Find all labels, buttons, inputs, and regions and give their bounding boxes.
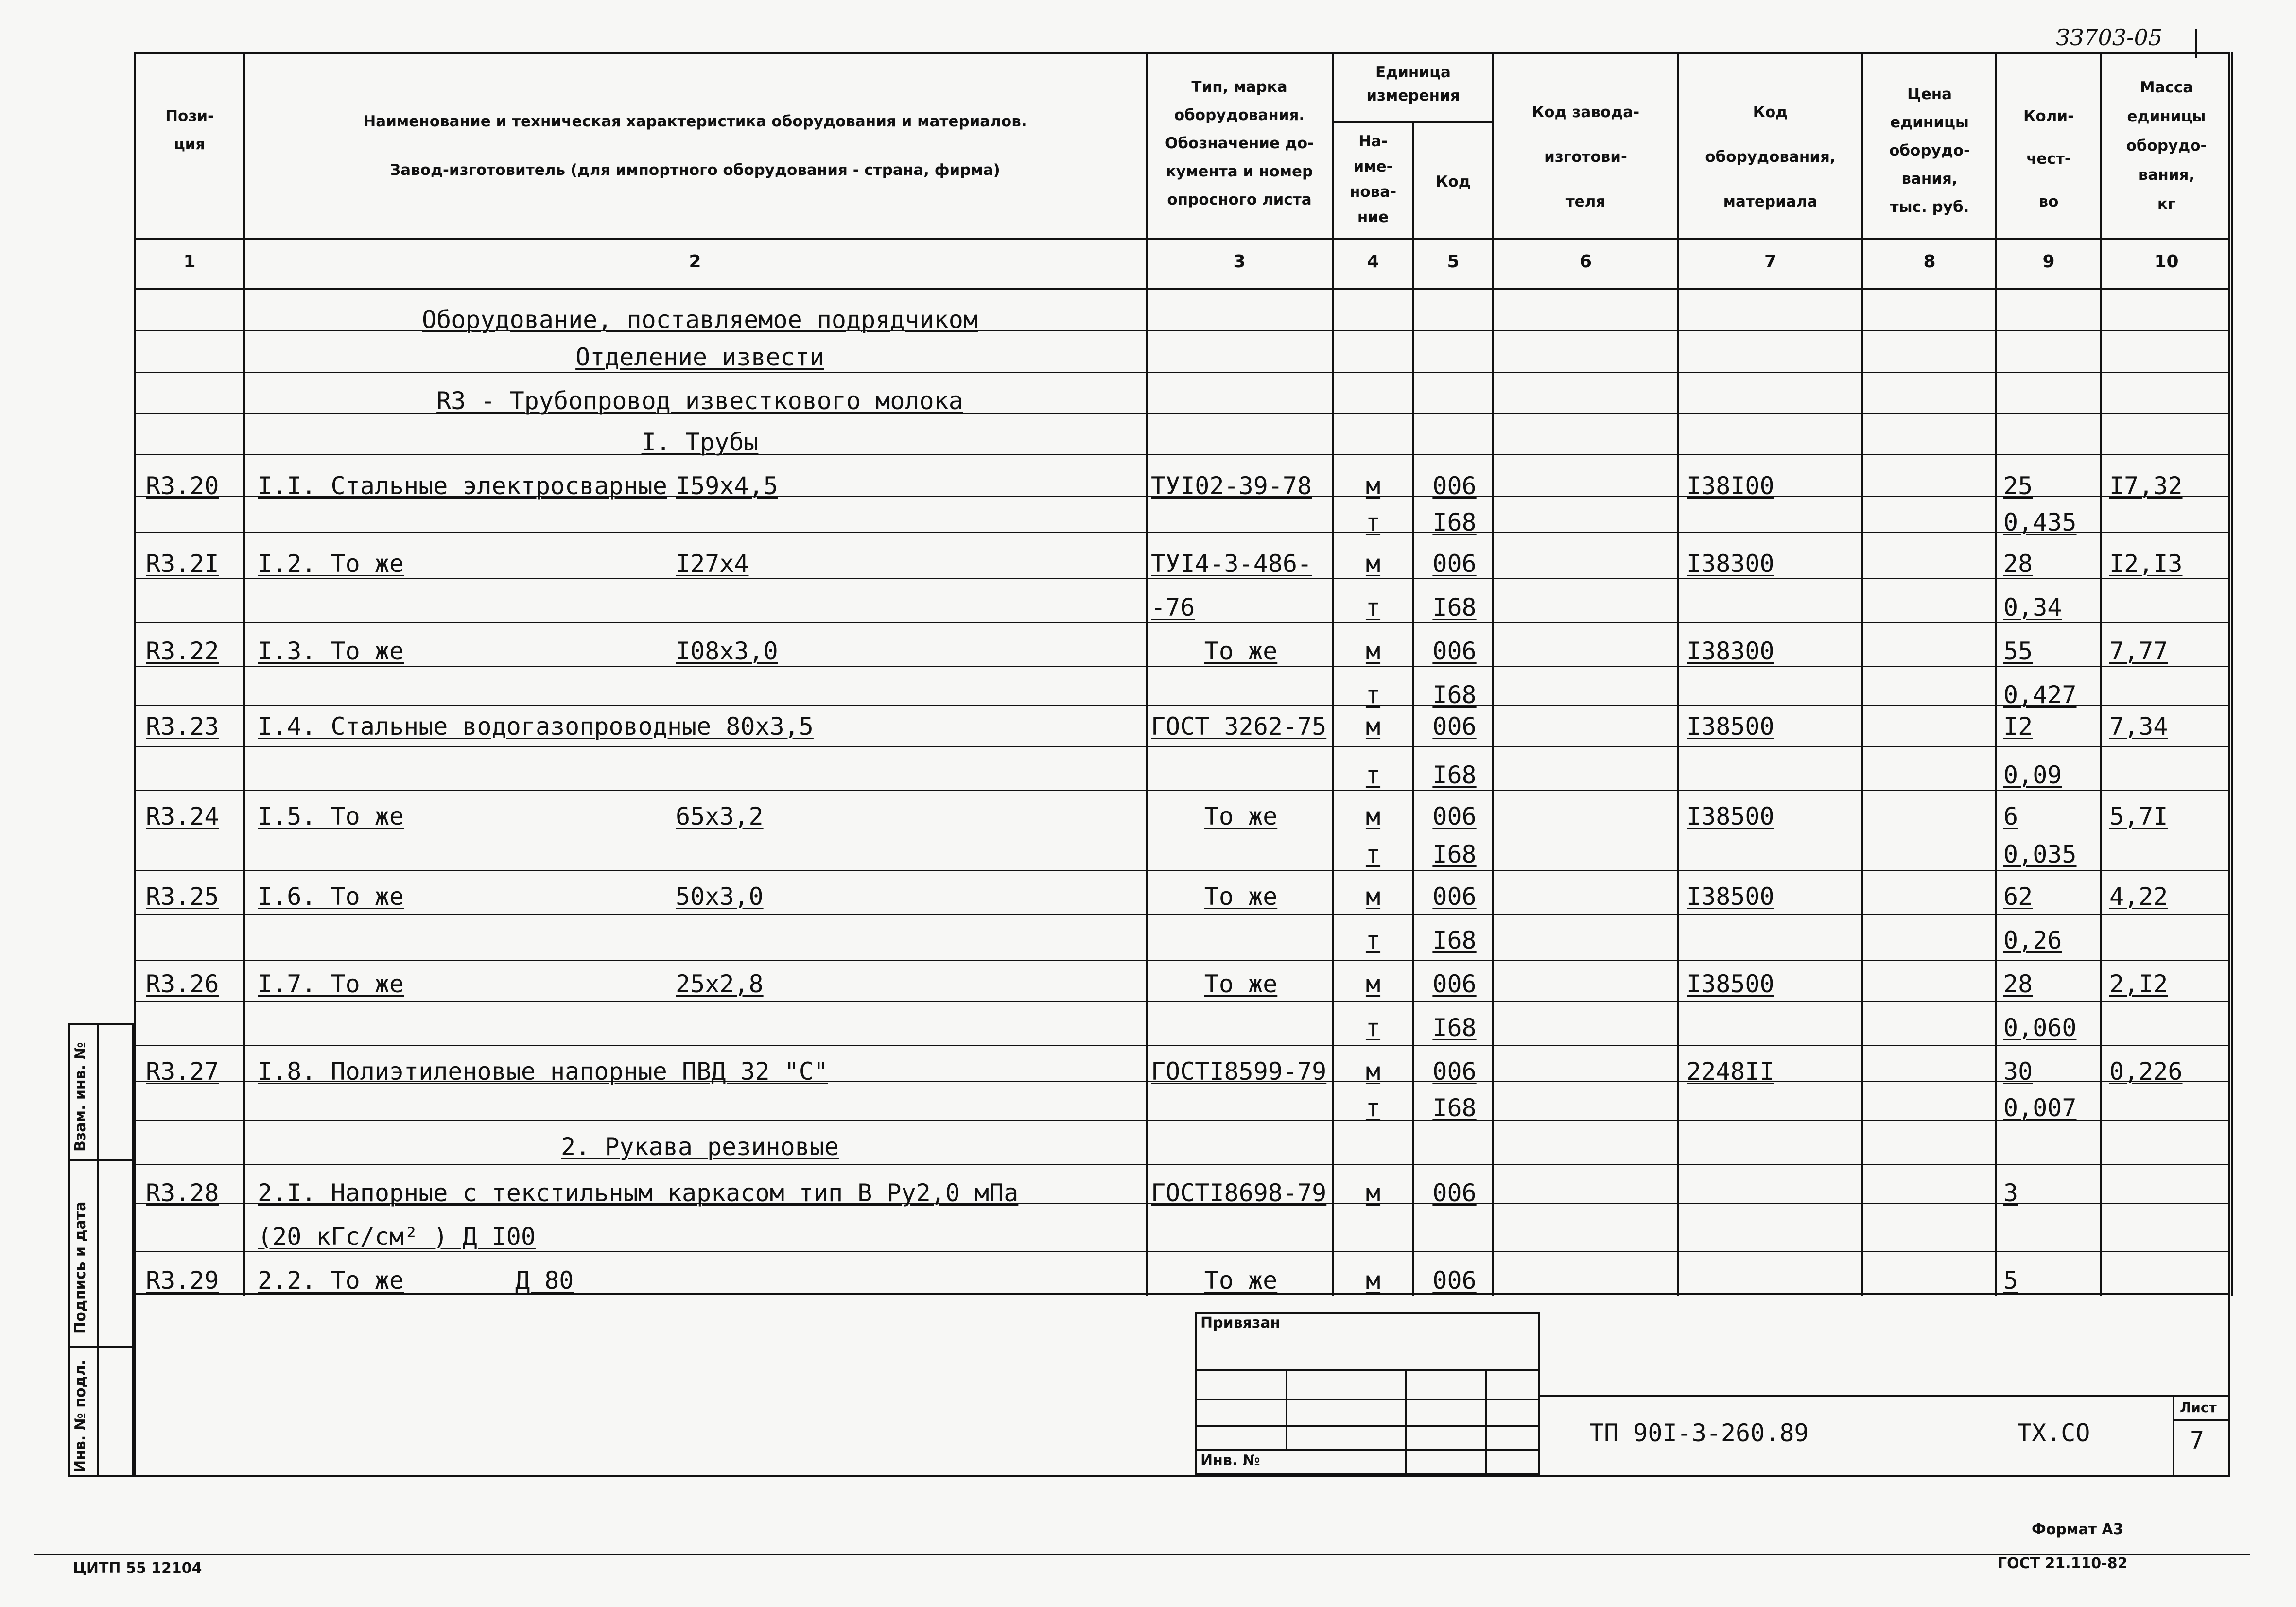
cell-mass: 7,34 <box>2109 712 2168 741</box>
h3a: Тип, марка <box>1191 78 1287 96</box>
tb-line-2 <box>1195 1399 1540 1400</box>
cell-unit: т <box>1365 593 1381 622</box>
row-separator <box>134 960 2230 961</box>
h4d: ние <box>1357 208 1389 226</box>
h7c: материала <box>1723 193 1818 210</box>
cell-qty: 6 <box>2003 802 2018 830</box>
h3b: оборудования. <box>1174 106 1305 124</box>
h8d: вания, <box>1901 170 1958 188</box>
footer-gost: ГОСТ 21.110-82 <box>1998 1555 2128 1572</box>
frame-top <box>134 52 2230 54</box>
numbers-bottom-line <box>134 288 2230 290</box>
row-separator <box>134 1120 2230 1121</box>
header-col2 <box>245 97 1145 194</box>
cell-qty: 0,34 <box>2003 593 2062 622</box>
header-col5: Код <box>1436 173 1471 190</box>
cell-spec: 50x3,0 <box>676 882 764 911</box>
h1a: Пози- <box>165 107 214 125</box>
cell-type: То же <box>1204 637 1278 665</box>
cell-code: 006 <box>1432 550 1477 578</box>
cell-eq: I38300 <box>1687 637 1774 665</box>
cell-code: 006 <box>1432 712 1477 741</box>
colnum-7: 7 <box>1764 252 1777 272</box>
cell-qty: 28 <box>2003 970 2033 998</box>
cell-code: I68 <box>1432 508 1477 536</box>
side-strip-inner <box>97 1023 99 1477</box>
cell-qty: 0,060 <box>2003 1014 2077 1042</box>
doc-code: ТП 90I-3-260.89 <box>1589 1419 1809 1447</box>
header-col10 <box>2102 73 2231 219</box>
row-separator <box>134 870 2230 871</box>
footer-rule <box>34 1554 2250 1555</box>
h10c: оборудо- <box>2126 137 2207 155</box>
sheet-box-line <box>2173 1419 2228 1421</box>
colnum-2: 2 <box>689 252 701 272</box>
cell-pos: R3.24 <box>146 802 219 830</box>
col-line-2 <box>1146 52 1148 1296</box>
row-separator <box>134 746 2230 747</box>
cell-code: 006 <box>1432 472 1477 500</box>
cell-code: 006 <box>1432 1057 1477 1086</box>
row-separator <box>134 914 2230 915</box>
cell-mass: 0,226 <box>2109 1057 2183 1086</box>
row-separator <box>134 790 2230 791</box>
col-line-3 <box>1332 52 1334 1296</box>
h2b: Завод-изготовитель (для импортного оборудования - страна, фирма) <box>390 161 1000 179</box>
colnum-9: 9 <box>2042 252 2055 272</box>
h4b: име- <box>1353 158 1393 175</box>
cell-code: I68 <box>1432 1014 1477 1042</box>
document-code-stamp: ЗЗ703-05 <box>2056 24 2163 51</box>
cell-unit: т <box>1365 926 1381 954</box>
row-separator <box>134 705 2230 706</box>
cell-pos: R3.27 <box>146 1057 219 1086</box>
h3d: кумента и номер <box>1165 163 1313 180</box>
cell-unit: т <box>1365 840 1381 868</box>
cell-name: 2.I. Напорные с текстильным каркасом тип В Ру2,0 мПа <box>258 1179 1019 1207</box>
cell-name: Оборудование, поставляемое подрядчиком <box>422 306 978 334</box>
side-sep-2 <box>68 1346 134 1348</box>
h3c: Обозначение до- <box>1165 135 1314 152</box>
h10b: единицы <box>2127 108 2206 125</box>
cell-type: То же <box>1204 1266 1278 1295</box>
header-col1 <box>136 102 243 158</box>
h7a: Код <box>1753 104 1788 121</box>
cell-spec: I59x4,5 <box>676 472 778 500</box>
col-line-5 <box>1492 52 1494 1296</box>
header-col8 <box>1864 80 1995 221</box>
header-bottom-line <box>134 238 2230 240</box>
cell-type: То же <box>1204 970 1278 998</box>
tb-vline-1 <box>1286 1369 1287 1449</box>
cell-type: -76 <box>1151 593 1195 622</box>
col-line-1 <box>243 52 245 1296</box>
cell-code: I68 <box>1432 1094 1477 1122</box>
footer-left: ЦИТП 55 12104 <box>73 1560 202 1577</box>
h9b: чест- <box>2026 150 2071 168</box>
h9c: во <box>2038 193 2059 210</box>
cell-mass: 5,7I <box>2109 802 2168 830</box>
cell-spec: 65x3,2 <box>676 802 764 830</box>
inv-label: Инв. № <box>1200 1452 1260 1469</box>
cell-mass: 2,I2 <box>2109 970 2168 998</box>
col-line-8 <box>1995 52 1997 1296</box>
cell-name: I.5. То же <box>258 802 404 830</box>
cell-qty: 62 <box>2003 882 2033 911</box>
cell-code: 006 <box>1432 637 1477 665</box>
cell-name: I.7. То же <box>258 970 404 998</box>
cell-qty: 0,435 <box>2003 508 2077 536</box>
cell-pos: R3.23 <box>146 712 219 741</box>
cell-qty: I2 <box>2003 712 2033 741</box>
tb-line-3 <box>1195 1425 1540 1427</box>
col-line-7 <box>1861 52 1863 1296</box>
cell-code: 006 <box>1432 1179 1477 1207</box>
cell-eq: 2248II <box>1687 1057 1774 1086</box>
cell-name: I.4. Стальные водогазопроводные 80x3,5 <box>258 712 814 741</box>
cell-code: I68 <box>1432 926 1477 954</box>
cell-qty: 0,26 <box>2003 926 2062 954</box>
cell-unit: м <box>1365 802 1381 830</box>
cell-pos: R3.22 <box>146 637 219 665</box>
row-separator <box>134 1251 2230 1252</box>
cell-qty: 5 <box>2003 1266 2018 1295</box>
h10d: вания, <box>2138 166 2195 184</box>
h6a: Код завода- <box>1531 104 1640 121</box>
cell-pos: R3.28 <box>146 1179 219 1207</box>
tb-vline-2 <box>1405 1369 1407 1475</box>
cell-unit: м <box>1365 1057 1381 1086</box>
h6c: теля <box>1565 193 1606 210</box>
cell-type: То же <box>1204 882 1278 911</box>
header-col3 <box>1148 73 1331 214</box>
cell-name: R3 - Трубопровод известкового молока <box>436 387 963 415</box>
header-col9 <box>1998 95 2100 223</box>
cell-spec: 25x2,8 <box>676 970 764 998</box>
header-col6 <box>1495 90 1677 224</box>
cell-unit: м <box>1365 550 1381 578</box>
row-separator <box>134 578 2230 579</box>
h1b: ция <box>174 136 206 153</box>
sheet-code: ТХ.СО <box>2017 1419 2090 1447</box>
cell-pos: R3.20 <box>146 472 219 500</box>
cell-unit: т <box>1365 508 1381 536</box>
colnum-4: 4 <box>1367 252 1379 272</box>
row-separator <box>134 372 2230 373</box>
col-line-6 <box>1677 52 1679 1296</box>
side-podpis: Подпись и дата <box>72 1201 89 1334</box>
cell-qty: 30 <box>2003 1057 2033 1086</box>
row-separator <box>134 1164 2230 1165</box>
cell-eq: I38300 <box>1687 550 1774 578</box>
cell-code: 006 <box>1432 1266 1477 1295</box>
row-separator <box>134 532 2230 533</box>
cell-name: I.3. То же <box>258 637 404 665</box>
cell-unit: м <box>1365 1266 1381 1295</box>
cell-code: I68 <box>1432 840 1477 868</box>
h8c: оборудо- <box>1889 142 1970 159</box>
cell-type: ТУI4-3-486- <box>1151 550 1312 578</box>
cell-unit: т <box>1365 1014 1381 1042</box>
cell-unit: м <box>1365 637 1381 665</box>
cell-name: 2.2. То же <box>258 1266 404 1295</box>
sheet-label: Лист <box>2180 1400 2217 1416</box>
cell-code: I68 <box>1432 593 1477 622</box>
frame-left <box>134 52 136 1476</box>
colnum-6: 6 <box>1579 252 1592 272</box>
doc-block-top <box>1540 1395 2228 1397</box>
row-separator <box>134 622 2230 623</box>
colnum-5: 5 <box>1447 252 1460 272</box>
cell-pos: R3.29 <box>146 1266 219 1295</box>
cell-type: То же <box>1204 802 1278 830</box>
cell-type: ГОСТI8599-79 <box>1151 1057 1327 1086</box>
tb-line-4 <box>1195 1449 1540 1451</box>
colnum-3: 3 <box>1233 252 1246 272</box>
footer-format: Формат А3 <box>2032 1521 2123 1538</box>
cell-name: I.2. То же <box>258 550 404 578</box>
cell-code: 006 <box>1432 802 1477 830</box>
h8b: единицы <box>1890 114 1969 131</box>
header-col4 <box>1334 129 1412 230</box>
side-vzam: Взам. инв. № <box>72 1042 89 1152</box>
cell-name: I.I. Стальные электросварные <box>258 472 667 500</box>
cell-code: 006 <box>1432 882 1477 911</box>
cell-unit: т <box>1365 1094 1381 1122</box>
h4a: На- <box>1358 133 1388 150</box>
header-unit-group <box>1334 61 1492 107</box>
cell-unit: м <box>1365 970 1381 998</box>
colnum-10: 10 <box>2154 252 2179 272</box>
cell-unit: м <box>1365 712 1381 741</box>
cell-unit: м <box>1365 472 1381 500</box>
cell-qty: 55 <box>2003 637 2033 665</box>
h9a: Коли- <box>2023 107 2074 125</box>
colnum-8: 8 <box>1923 252 1936 272</box>
cell-name: 2. Рукава резиновые <box>561 1133 839 1161</box>
h8a: Цена <box>1907 86 1952 103</box>
cell-mass: I7,32 <box>2109 472 2183 500</box>
cell-pos: R3.26 <box>146 970 219 998</box>
cell-spec: Д 80 <box>515 1266 574 1295</box>
h10e: кг <box>2157 195 2176 213</box>
cell-name: I.6. То же <box>258 882 404 911</box>
h10a: Масса <box>2139 79 2193 96</box>
h6b: изготови- <box>1544 148 1627 166</box>
h3e: опросного листа <box>1167 191 1312 208</box>
cell-unit: м <box>1365 882 1381 911</box>
privyazan-label: Привязан <box>1200 1314 1281 1331</box>
cell-spec: I08x3,0 <box>676 637 778 665</box>
cell-spec: I27x4 <box>676 550 749 578</box>
cell-type: ГОСТ 3262-75 <box>1151 712 1327 741</box>
cell-eq: I38500 <box>1687 882 1774 911</box>
frame-bottom <box>134 1475 2230 1477</box>
cell-code: I68 <box>1432 761 1477 789</box>
cell-mass: 4,22 <box>2109 882 2168 911</box>
cell-mass: I2,I3 <box>2109 550 2183 578</box>
h8e: тыс. руб. <box>1890 198 1969 216</box>
side-inv-podl: Инв. № подл. <box>72 1359 89 1472</box>
cell-qty: 0,007 <box>2003 1094 2077 1122</box>
cell-type: ТУI02-39-78 <box>1151 472 1312 500</box>
cell-unit: т <box>1365 681 1381 709</box>
tb-line-1 <box>1195 1369 1540 1371</box>
cell-eq: I38500 <box>1687 712 1774 741</box>
cell-eq: I38500 <box>1687 802 1774 830</box>
cell-unit: т <box>1365 761 1381 789</box>
tb-vline-3 <box>1485 1369 1487 1475</box>
cell-type: ГОСТI8698-79 <box>1151 1179 1327 1207</box>
colnum-1: 1 <box>183 252 196 272</box>
cell-pos: R3.2I <box>146 550 219 578</box>
hub: измерения <box>1366 87 1460 104</box>
cell-code: I68 <box>1432 681 1477 709</box>
h4c: нова- <box>1349 183 1397 201</box>
cell-name: (20 кГс/см² ) Д I00 <box>258 1223 536 1251</box>
cell-name: Отделение извести <box>575 343 824 371</box>
h2a: Наименование и техническая характеристика оборудования и материалов. <box>363 113 1027 130</box>
cell-qty: 28 <box>2003 550 2033 578</box>
cell-qty: 3 <box>2003 1179 2018 1207</box>
cell-code: 006 <box>1432 970 1477 998</box>
cell-qty: 0,09 <box>2003 761 2062 789</box>
cell-unit: м <box>1365 1179 1381 1207</box>
header-col7 <box>1679 90 1861 224</box>
sheet-number: 7 <box>2190 1426 2205 1454</box>
cell-qty: 0,427 <box>2003 681 2077 709</box>
cell-qty: 0,035 <box>2003 840 2077 868</box>
side-sep-1 <box>68 1159 134 1161</box>
h7b: оборудования, <box>1705 148 1836 166</box>
cell-mass: 7,77 <box>2109 637 2168 665</box>
hua: Единица <box>1375 64 1451 81</box>
row-separator <box>134 666 2230 667</box>
cell-name: I.8. Полиэтиленовые напорные ПВД 32 "С" <box>258 1057 828 1086</box>
cell-qty: 25 <box>2003 472 2033 500</box>
cell-pos: R3.25 <box>146 882 219 911</box>
col-line-10 <box>2231 52 2233 1296</box>
cell-eq: I38I00 <box>1687 472 1774 500</box>
row-separator <box>134 1001 2230 1002</box>
cell-eq: I38500 <box>1687 970 1774 998</box>
row-separator <box>134 1045 2230 1046</box>
cell-name: I. Трубы <box>641 428 759 456</box>
